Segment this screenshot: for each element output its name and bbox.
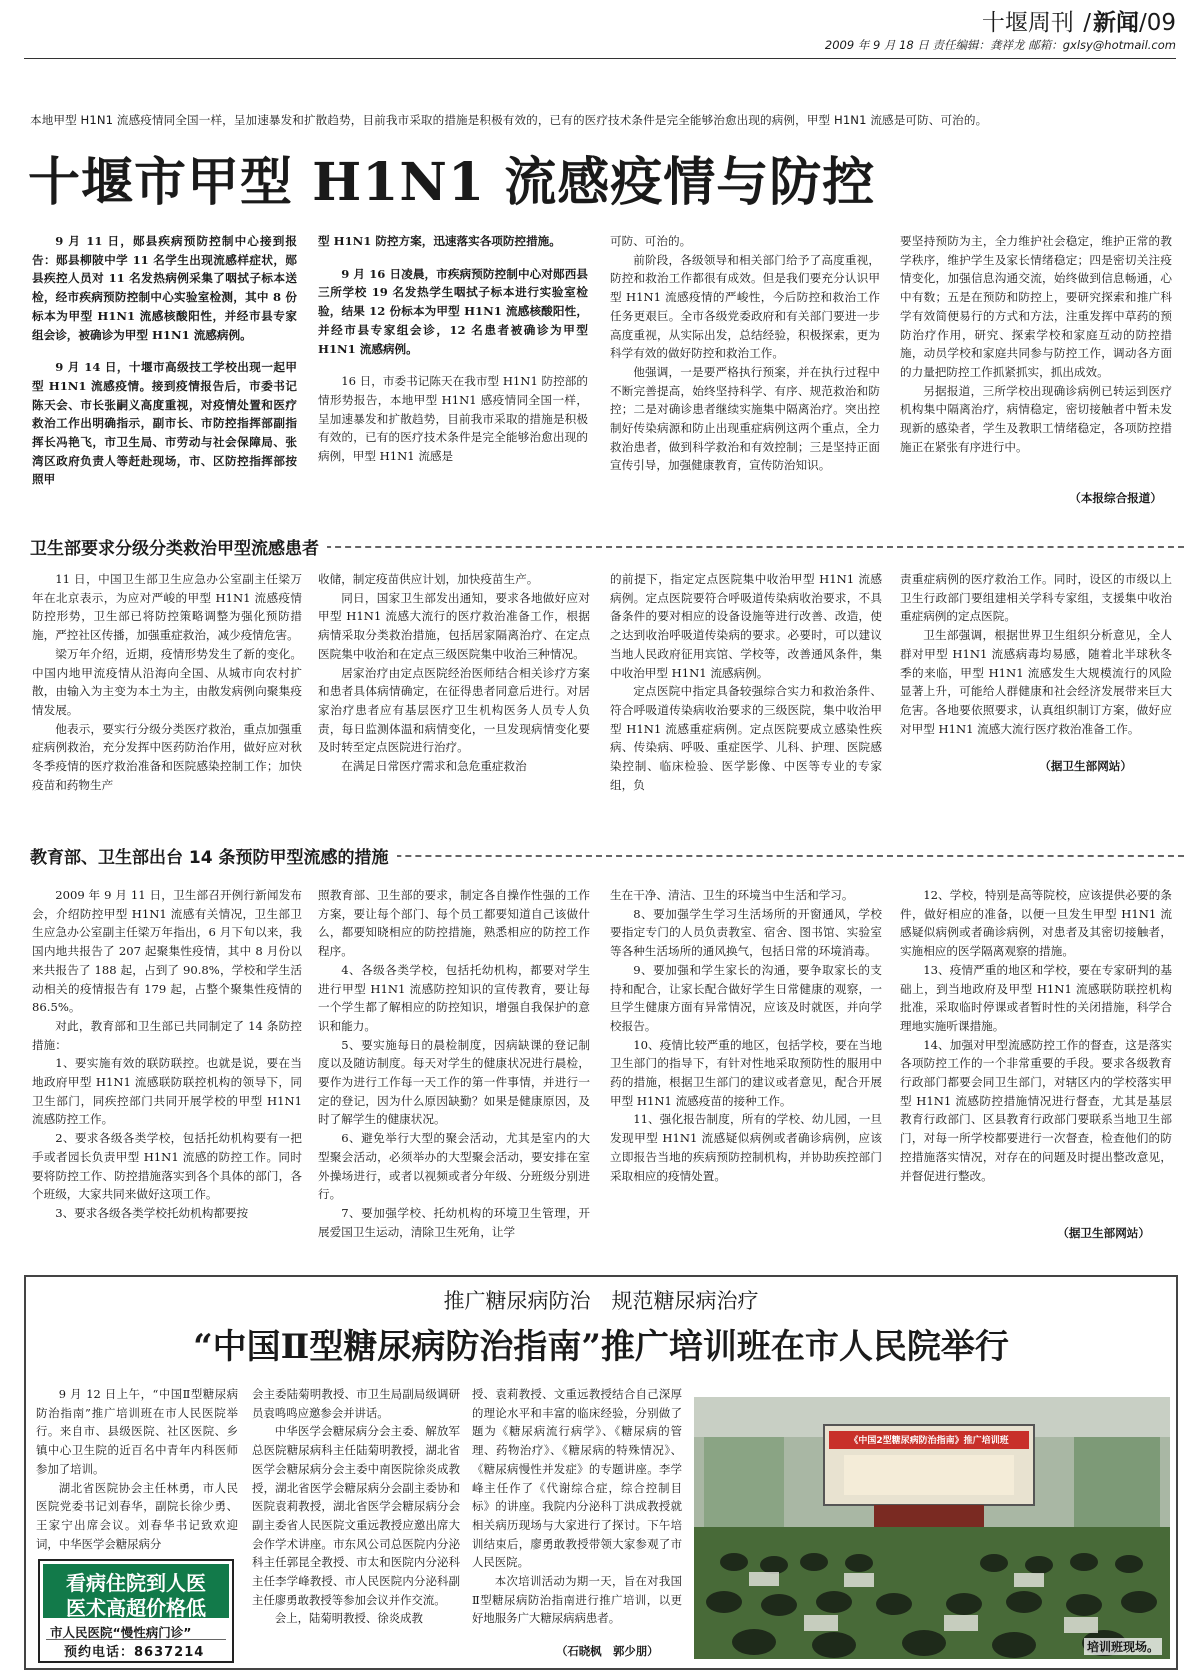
paragraph: 11、强化报告制度，所有的学校、幼儿园，一旦发现甲型 H1N1 流感疑似病例或者确诊病例，应该立即报告当地的疾病预防控制机构，并协助疾控部门采取相应的疫情处置。: [610, 1112, 882, 1183]
paragraph: 前阶段，各级领导和相关部门给予了高度重视，防控和救治工作都很有成效。但是我们要充分认识甲型 H1N1 流感疫情的严峻性，今后防控和救治工作任务更艰巨。全市各级党委政府和有关部门要进一步高度重视，从实际出发，总结经验，积极探索，更为科学有效的做好防控和救治工作。: [610, 252, 880, 361]
photo-caption: 培训班现场。: [1084, 1638, 1162, 1655]
paragraph: 授、袁莉教授、文重远教授结合自己深厚的理论水平和丰富的临床经验，分别做了题为《糖尿病流行病学》、《糖尿病的管理、药物治疗》、《糖尿病的特殊情况》、《糖尿病慢性并发症》的专题讲座。李学峰主任作了《代谢综合症，综合控制目标》的讲座。我院内分泌科丁洪成教授就相关病历现场与大家进行了探讨。下午培训结束后，廖勇敢教授带领大家参观了市人民医院。: [472, 1387, 682, 1570]
s2-source: （据卫生部网站）: [1039, 759, 1132, 773]
paragraph: 12、学校，特别是高等院校，应该提供必要的条件，做好相应的准备，以便一旦发生甲型 H1N1 流感疑似病例或者确诊病例，对患者及其密切接触者，实施相应的医学隔离观察的措施。: [900, 888, 1172, 959]
paragraph: 9 月 14 日，十堰市高级技工学校出现一起甲型 H1N1 流感疫情。接到疫情报告后，市委书记陈天会、市长张嗣义高度重视，对疫情处置和医疗救治工作出明确指示，副市长、市防控指挥部副指挥长冯艳飞，市卫生局、市劳动与社会保障局、张湾区政府负责人等赶赴现场，市、区防控指挥部按照甲: [32, 360, 297, 487]
masthead: 十堰周刊: [981, 10, 1074, 36]
s3-col-3: [610, 886, 882, 1266]
paragraph: 1、要实施有效的联防联控。也就是说，要在当地政府甲型 H1N1 流感联防联控机构的领导下，同卫生部门，同疾控部门共同开展学校的甲型 H1N1 流感防控工作。: [32, 1056, 302, 1127]
feature-headline: “中国Ⅱ型糖尿病防治指南”推广培训班在市人民院举行: [193, 1327, 1009, 1367]
feature-box: [24, 1275, 1178, 1670]
paragraph: 卫生部强调，根据世界卫生组织分析意见，全人群对甲型 H1N1 流感病毒均易感，随着北半球秋冬季的来临，甲型 H1N1 流感发生大规模流行的风险显著上升，可能给人群健康和社会经济发展带来巨大危害。各地要依照要求，认真组织制订方案，做好应对甲型 H1N1 流感大流行医疗救治准备工作。: [900, 628, 1172, 736]
page-number: /09: [1138, 10, 1176, 36]
s3-col-1: [32, 886, 302, 1266]
ad-line-2: 医术高超价格低: [66, 1596, 206, 1620]
page-header: 十堰周刊 /新闻/09 2009 年 9 月 18 日 责任编辑：龚祥龙 邮箱：gxlsy@hotmail.com: [0, 0, 1200, 60]
section3-title: 教育部、卫生部出台 14 条预防甲型流感的措施: [24, 848, 397, 868]
section2-heading: [24, 534, 1184, 560]
paragraph: 会主委陆菊明教授、市卫生局副局级调研员袁鸣鸣应邀参会并讲话。: [252, 1387, 460, 1420]
paragraph: 8、要加强学生学习生活场所的开窗通风，学校要指定专门的人员负责教室、宿舍、图书馆、实验室等各种生活场所的通风换气，包括日常的环境消毒。: [610, 906, 882, 959]
feature-col-3: [472, 1385, 682, 1643]
paragraph: 14、加强对甲型流感防控工作的督查，这是落实各项防控工作的一个非常重要的手段。要求各级教育行政部门都要会同卫生部门，对辖区内的学校落实甲型 H1N1 流感防控措施情况进行督查，尤其是基层教育行政部门、区县教育行政部门要联系当地卫生部门，对每一所学校都要进行一次督查，检查他们的防控措施落实情况，对存在的问题及时提出整改意见，并督促进行整改。: [900, 1037, 1172, 1183]
s3-col-2: [318, 886, 590, 1266]
paragraph: 湖北省医院协会主任林勇，市人民医院党委书记刘春华，副院长徐少勇、王家宁出席会议。刘春华书记致欢迎词，中华医学会糖尿病分: [36, 1480, 238, 1551]
paragraph: 9 月 16 日凌晨，市疾病预防控制中心对郧西县三所学校 19 名发热学生咽拭子标本进行实验室检验，结果 12 份标本为甲型 H1N1 流感核酸阳性，并经市县专家组会诊，12 名患者被确诊为甲型 H1N1 流感病例。: [318, 266, 588, 356]
paragraph: 4、各级各类学校，包括托幼机构，都要对学生进行甲型 H1N1 流感防控知识的宣传教育，要让每一个学生都了解相应的防控知识，增强自我保护的意识和能力。: [318, 962, 590, 1033]
paragraph: 照教育部、卫生部的要求，制定各自操作性强的工作方案，要让每个部门、每个员工都要知道自己该做什么，都要知晓相应的防控措施，熟悉相应的防控工作程序。: [318, 888, 590, 959]
paragraph: 他强调，一是要严格执行预案，并在执行过程中不断完善提高，始终坚持科学、有序、规范救治和防控；二是对确诊患者继续实施集中隔离治疗。突出控制好传染病源和防止出现重症病例这两个重点，全力救治患者，做到科学救治和有效控制；三是坚持正面宣传引导，加强健康教育，宣传防治知识。: [610, 364, 880, 473]
paragraph: 5、要实施每日的晨检制度，因病缺课的登记制度以及随访制度。每天对学生的健康状况进行晨检，要作为进行工作每一天工作的第一件事情，并进行一定的登记，因为什么原因缺勤？如果是健康原因，及时了解学生的健康状况。: [318, 1037, 590, 1127]
header-rule: [24, 58, 1176, 59]
paragraph: 生在干净、清洁、卫生的环境当中生活和学习。: [610, 888, 854, 902]
lead-col-2: [318, 232, 588, 492]
paragraph: 他表示，要实行分级分类医疗救治，重点加强重症病例救治，充分发挥中医药防治作用，做好应对秋冬季疫情的医疗救治准备和医院感染控制工作；加快疫苗和药物生产: [32, 721, 302, 792]
paragraph: 梁万年介绍，近期，疫情形势发生了新的变化。中国内地甲流疫情从沿海向全国、从城市向农村扩散，由输入为主变为本土为主，由散发病例向聚集疫情发展。: [32, 646, 302, 717]
lead-col-3: [610, 232, 880, 492]
feature-byline: （石晓枫 郭少朋）: [556, 1644, 659, 1658]
feature-col-2: [252, 1385, 460, 1665]
paragraph: 的前提下，指定定点医院集中收治甲型 H1N1 流感病例。定点医院要符合呼吸道传染病收治要求，不具备条件的要对相应的设备设施等进行改善、改造，使之达到收治呼吸道传染病的要求。必要时，可以建议当地人民政府征用宾馆、学校等，改善通风条件，集中收治甲型 H1N1 流感病例。: [610, 572, 882, 680]
section2-title: 卫生部要求分级分类救治甲型流感患者: [24, 539, 327, 559]
s3-col-4: [900, 886, 1172, 1221]
s2-col-2: [318, 570, 590, 805]
ad-line-1: 看病住院到人医: [66, 1571, 206, 1595]
lead-col-1: [32, 232, 297, 492]
paragraph: 对此，教育部和卫生部已共同制定了 14 条防控措施：: [32, 1018, 302, 1052]
paragraph: 居家治疗由定点医院经治医师结合相关诊疗方案和患者具体病情确定，在征得患者同意后进行。对居家治疗患者应有基层医疗卫生机构医务人员专人负责，每日监测体温和病情变化，一旦发现病情变化要及时转至定点医院进行治疗。: [318, 665, 590, 755]
section3-heading: [24, 843, 1184, 869]
paragraph: 11 日，中国卫生部卫生应急办公室副主任梁万年在北京表示，为应对严峻的甲型 H1N1 流感疫情防控形势，卫生部已将防控策略调整为强化预防措施，严控社区传播，加强重症救治，减少疫情危害。: [32, 572, 302, 643]
paragraph: 可防、可治的。: [610, 234, 692, 248]
ad-line-4: 预约电话：8637214: [64, 1645, 205, 1660]
s2-col-4: [900, 570, 1172, 765]
lead-deck: 本地甲型 H1N1 流感疫情同全国一样，呈加速暴发和扩散趋势，目前我市采取的措施是积极有效的，已有的医疗技术条件是完全能够治愈出现的病例，甲型 H1N1 流感是可防、可治的。: [30, 113, 988, 127]
paragraph: 13、疫情严重的地区和学校，要在专家研判的基础上，到当地政府及甲型 H1N1 流感联防联控机构批准，采取临时停课或者暂时性的关闭措施，科学合理地实施听课措施。: [900, 962, 1172, 1033]
paragraph: 会上，陆菊明教授、徐炎成教: [274, 1611, 423, 1626]
paragraph: 责重症病例的医疗救治工作。同时，设区的市级以上卫生行政部门要组建相关学科专家组，支援集中收治重症病例的定点医院。: [900, 572, 1172, 624]
lead-headline: 十堰市甲型 H1N1 流感疫情与防控: [28, 152, 876, 213]
paragraph: 定点医院中指定具备较强综合实力和救治条件、符合呼吸道传染病收治要求的三级医院，集中收治甲型 H1N1 流感重症病例。定点医院要成立感染性疾病、传染病、呼吸、重症医学、儿科、护理、医院感染控制、临床检验、医学影像、中医等专业的专家组，负: [610, 684, 882, 792]
s2-col-1: [32, 570, 302, 805]
s2-col-3: [610, 570, 882, 805]
lead-source: （本报综合报道）: [1069, 491, 1162, 505]
paragraph: 另据报道，三所学校出现确诊病例已转运到医疗机构集中隔离治疗，病情稳定，密切接触者中暂未发现新的感染者，学生及教职工情绪稳定，各项防控措施正在紧张有序进行中。: [900, 383, 1172, 454]
paragraph: 3、要求各级各类学校托幼机构都要按: [55, 1205, 249, 1220]
hospital-ad: [38, 1559, 234, 1663]
paragraph: 10、疫情比较严重的地区，包括学校，要在当地卫生部门的指导下，有针对性地采取预防性的服用中药的措施，根据卫生部门的建议或者意见，配合开展甲型 H1N1 流感疫苗的接种工作。: [610, 1037, 882, 1108]
paragraph: 中华医学会糖尿病分会主委、解放军总医院糖尿病科主任陆菊明教授，湖北省医学会糖尿病分会主委中南医院徐炎成教授，湖北省医学会糖尿病分会副主委协和医院袁莉教授，湖北省医学会糖尿病分会副主委省人民医院文重远教授应邀出席大会作学术讲座。市东风公司总医院内分泌科主任郭昆全教授、市太和医院内分泌科主任李学峰教授、市人民医院内分泌科副主任廖勇敢教授等参加会议并作交流。: [252, 1424, 460, 1607]
paragraph: 9、要加强和学生家长的沟通，要争取家长的支持和配合，让家长配合做好学生日常健康的观察，一旦学生健康方面有异常情况，应该及时就医，并向学校报告。: [610, 962, 882, 1033]
paragraph: 7、要加强学校、托幼机构的环境卫生管理，开展爱国卫生运动，清除卫生死角，让学: [318, 1205, 590, 1239]
feature-kicker: 推广糖尿病防治 规范糖尿病治疗: [443, 1289, 759, 1313]
paragraph: 9 月 12 日上午，“中国Ⅱ型糖尿病防治指南”推广培训班在市人民医院举行。来自市、县级医院、社区医院、乡镇中心卫生院的近百名中青年内科医师参加了培训。: [36, 1387, 238, 1476]
paragraph: 2、要求各级各类学校，包括托幼机构要有一把手或者园长负责甲型 H1N1 流感的防控工作。同时要将防控工作、防控措施落实到各个具体的部门，各个班级，大家共同来做好这项工作。: [32, 1131, 302, 1202]
paragraph: 9 月 11 日，郧县疾病预防控制中心接到报告：郧县柳陂中学 11 名学生出现流感样症状，郧县疾控人员对 11 名发热病例采集了咽拭子标本送检，经市疾病预防控制中心实验室检测，其中 8 份标本为甲型 H1N1 流感核酸阳性，并经市县专家组会诊，被确诊为甲型 H1N1 流感病例。: [32, 234, 297, 342]
paragraph: 在满足日常医疗需求和急危重症救治: [341, 759, 527, 774]
s3-source: （据卫生部网站）: [1057, 1226, 1150, 1240]
training-photo: [694, 1397, 1170, 1659]
paragraph: 收储，制定疫苗供应计划，加快疫苗生产。: [318, 572, 539, 586]
paragraph: 2009 年 9 月 11 日，卫生部召开例行新闻发布会，介绍防控甲型 H1N1 流感有关情况，卫生部卫生应急办公室副主任梁万年指出，6 月下旬以来，我国内地共报告了 207 起聚集性疫情，其中 8 月份以来共报告了 188 起，占到了 90.8%，学校和学生活动相关的疫情报告有 179 起，占整个聚集性疫情的 86.5%。: [32, 888, 302, 1015]
date-line: 2009 年 9 月 18 日 责任编辑：龚祥龙 邮箱：gxlsy@hotmail.com: [824, 38, 1176, 52]
paragraph: 同日，国家卫生部发出通知，要求各地做好应对甲型 H1N1 流感大流行的医疗救治准备工作，根据病情采取分类救治措施，包括居家隔离治疗、在定点医院集中收治和在定点三级医院集中收治三种情况。: [318, 590, 590, 661]
paragraph: 6、避免举行大型的聚会活动，尤其是室内的大型聚会活动，必须举办的大型聚会活动，要安排在室外操场进行，或者以视频或者分年级、分班级分别进行。: [318, 1131, 590, 1202]
paragraph: 型 H1N1 防控方案，迅速落实各项防控措施。: [318, 234, 561, 248]
feature-col-1: [36, 1385, 238, 1551]
ad-line-3: 市人民医院“慢性病门诊”: [50, 1625, 192, 1640]
paragraph: 16 日，市委书记陈天在我市型 H1N1 防控部的情形势报告，本地甲型 H1N1 感疫情同全国一样，呈加速暴发和扩散趋势，目前我市采取的措施是积极有效的，已有的医疗技术条件是完全能够治愈出现的病例，甲型 H1N1 流感是: [318, 374, 588, 464]
section-name: 新闻: [1092, 10, 1139, 36]
paragraph: 要坚持预防为主，全力维护社会稳定，维护正常的教学秩序，维护学生及家长情绪稳定；四是密切关注疫情变化，加强信息沟通交流，始终做到信息畅通，心中有数；五是在预防和防控上，要研究探索和推广科学有效简便易行的方式和方法，注重发挥中草药的预防治疗作用，研究、探索学校和家庭互动的防控措施，动员学校和家庭共同参与防控工作，调动各方面的力量把防控工作抓紧抓实，抓出成效。: [900, 234, 1172, 379]
paragraph: 本次培训活动为期一天，旨在对我国Ⅱ型糖尿病防治指南进行推广培训，以更好地服务广大糖尿病病患者。: [472, 1574, 682, 1626]
lead-col-4: [900, 232, 1172, 480]
photo-banner: 《中国2型糖尿病防治指南》推广培训班: [849, 1436, 1009, 1446]
